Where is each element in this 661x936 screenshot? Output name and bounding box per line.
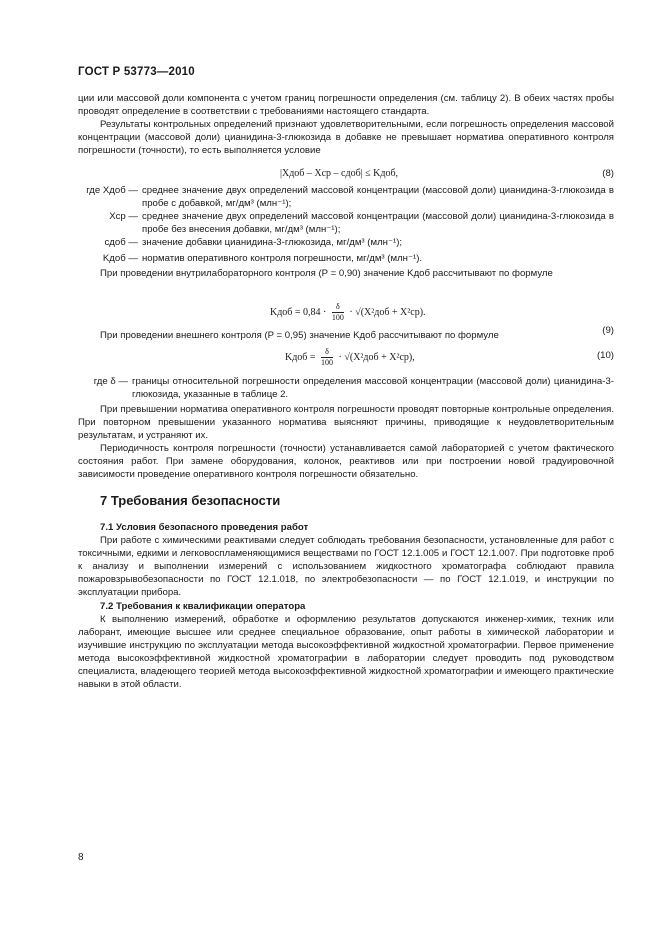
paragraph-7-1: При работе с химическими реактивами следует соблюдать требования безопасности, установленные для работ с токсичными, едкими и легковоспламеняющимися веществами по ГОСТ 12.1.005 и ГОСТ 12.1.007. При подготовке проб к анализу и выполнении измерений с использованием жидкостного хроматографа соблюдают правила пожаровзрывобезопасности по ГОСТ 12.1.018, по электробезопасности — по ГОСТ 12.1.019, и инструкции по эксплуатации прибора.: [78, 535, 614, 599]
paragraph-4-block: [78, 329, 614, 342]
paragraph-3: При проведении внутрилабораторного контроля (P = 0,90) значение Kдоб рассчитывают по формуле: [100, 268, 553, 279]
section-7-title: 7 Требования безопасности: [100, 493, 281, 508]
definition-term: Kдоб —: [102, 253, 138, 265]
definitions-list-2: [78, 375, 614, 401]
definition-text: среднее значение двух определений массовой концентрации (массовой доли) цианидина-3-глюкозида в пробе без внесения добавки, мг/дм³ (млн⁻¹);: [142, 211, 614, 236]
definition-text: границы относительной погрешности определения массовой концентрации (массовой доли) цианидина-3-глюкозида, указанные в таблице 2.: [132, 376, 614, 401]
definition-row: [78, 236, 614, 249]
definitions-list-1: [78, 184, 614, 266]
formula-10-numerator: δ: [321, 347, 333, 358]
definition-row: [78, 184, 614, 210]
formula-9-fraction: [332, 302, 344, 323]
paragraph-4: При проведении внешнего контроля (P = 0,95) значение Kдоб рассчитывают по формуле: [100, 330, 499, 341]
paragraph-continuation: [78, 92, 614, 157]
formula-10-denominator: 100: [321, 358, 334, 367]
formula-10-fraction: [321, 347, 333, 368]
page-number: 8: [78, 852, 84, 863]
definition-row: [78, 375, 614, 401]
paragraph-3-block: [78, 267, 614, 280]
formula-10-number: (10): [596, 350, 614, 361]
formula-9-lhs: Kдоб = 0,84 ·: [270, 306, 327, 318]
section-7-body: [78, 521, 614, 691]
formula-10: [285, 347, 415, 368]
paragraph-2: Результаты контрольных определений признают удовлетворительными, если погрешность определения массовой концентрации (массовой доли) цианидина-3-глюкозида в добавке не превышает норматива оперативного контроля погрешности (точности), то есть выполняется условие: [78, 119, 614, 157]
definition-term: где Xдоб —: [86, 185, 138, 196]
definition-text: норматив оперативного контроля погрешности, мг/дм³ (млн⁻¹).: [142, 253, 423, 265]
paragraph-6: Периодичность контроля погрешности (точности) устанавливается самой лабораторией с учетом фактического состояния работ. При замене оборудования, колонок, реактивов или при построении новой градуировочной зависимости проведение оперативного контроля погрешности обязательно.: [78, 443, 614, 481]
formula-9-number: (9): [602, 325, 614, 336]
definition-text: среднее значение двух определений массовой концентрации (массовой доли) цианидина-3-глюкозида в пробе с добавкой, мг/дм³ (млн⁻¹);: [142, 185, 614, 210]
formula-8: |Xдоб – Xср – cдоб| ≤ Kдоб,: [280, 168, 399, 179]
definition-term: Xср —: [109, 211, 138, 223]
definition-term: где δ —: [93, 376, 128, 387]
subsection-7-2-title: 7.2 Требования к квалификации оператора: [100, 600, 306, 612]
formula-9: [270, 302, 426, 323]
definition-row: [78, 210, 614, 236]
formula-8-number: (8): [602, 168, 614, 179]
definition-text: значение добавки цианидина-3-глюкозида, мг/дм³ (млн⁻¹);: [142, 237, 403, 249]
paragraph-1: ции или массовой доли компонента с учетом границ погрешности определения (см. таблицу 2). В обеих частях пробы проводят определение в соответствии с требованиями настоящего стандарта.: [78, 93, 614, 118]
paragraph-7-2: К выполнению измерений, обработке и оформлению результатов допускаются инженер-химик, техник или лаборант, имеющие высшее или среднее специальное образование, опыт работы в химической лаборатории и изучившие инструкцию по эксплуатации метода высокоэффективной жидкостной хроматографии. Первое применение метода высокоэффективной жидкостной хроматографии в лаборатории следует проводить под руководством специалиста, владеющего теорией метода высокоэффективной жидкостной хроматографии и имеющего практические навыки в этой области.: [78, 613, 614, 691]
paragraph-5: При превышении норматива оперативного контроля погрешности проводят повторные контрольные определения. При повторном превышении указанного норматива выясняют причины, приводящие к неудовлетворительным результатам, и устраняют их.: [78, 404, 614, 442]
definition-term: cдоб —: [104, 237, 138, 249]
paragraph-5-6-block: [78, 403, 614, 482]
document-header: ГОСТ Р 53773—2010: [78, 66, 195, 78]
formula-9-denominator: 100: [331, 313, 344, 322]
formula-10-rhs: · √(X²доб + X²ср),: [338, 351, 415, 363]
formula-9-numerator: δ: [332, 302, 344, 313]
definition-row: [78, 252, 614, 265]
subsection-7-1-title: 7.1 Условия безопасного проведения работ: [100, 522, 309, 533]
formula-10-lhs: Kдоб =: [285, 351, 316, 363]
formula-9-rhs: · √(X²доб + X²ср).: [349, 306, 426, 318]
